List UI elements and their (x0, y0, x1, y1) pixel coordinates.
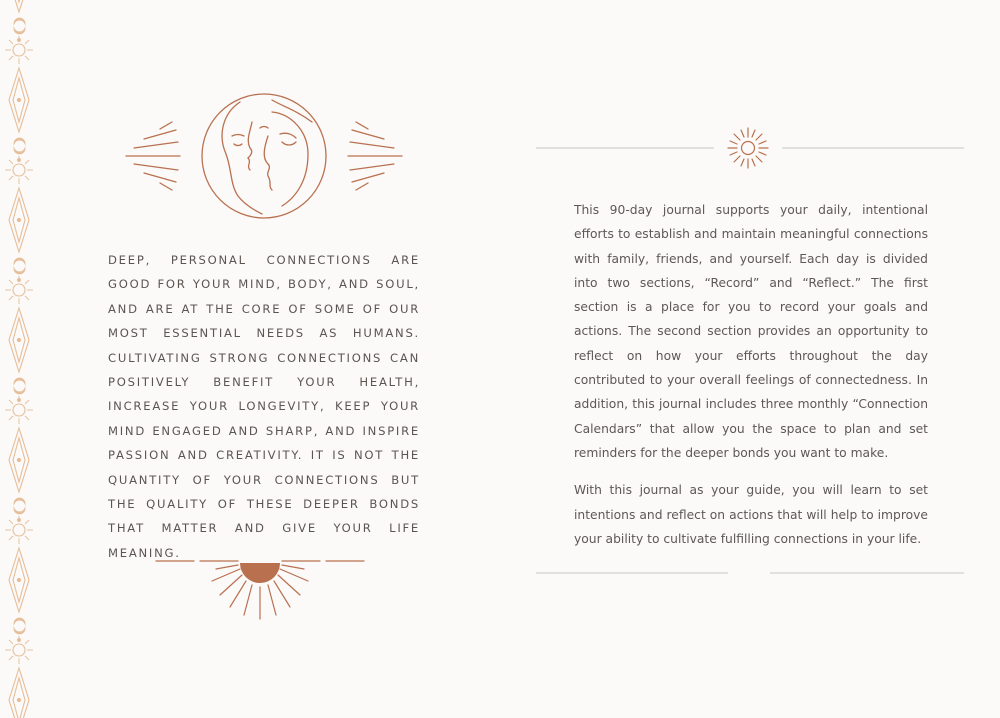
two-faces-line-art-emblem (122, 92, 406, 220)
sun-icon (728, 128, 768, 168)
description-paragraph-2: With this journal as your guide, you will learn to set intentions and reflect on actions that will help to improve your ability to cultivate fulfilling connections in your life. (574, 483, 928, 546)
sun-moon-border-ornament (0, 0, 40, 718)
intro-paragraph: DEEP, PERSONAL CONNECTIONS ARE GOOD FOR YOUR MIND, BODY, AND SOUL, AND ARE AT THE CORE OF SOME OF OUR MOST ESSENTIAL NEEDS AS HUMANS. CULTIVATING STRONG CONNECTIONS CAN POSITIVELY BENEFIT YOUR HEALTH, INCREASE YOUR LONGEVITY, KEEP YOUR MIND ENGAGED AND SHARP, AND INSPIRE PASSION AND CREATIVITY. IT IS NOT THE QUANTITY OF YOUR CONNECTIONS BUT THE QUALITY OF THESE DEEPER BONDS THAT MATTER AND GIVE YOUR LIFE MEANING. (108, 253, 420, 560)
crescent-moon-icon (737, 558, 752, 588)
half-sun-ornament (154, 553, 366, 623)
description-paragraph-1: This 90-day journal supports your daily, intentional efforts to establish and maintain meaningful connections with family, friends, and yourself. Each day is divided into two sections, “Record” and “Reflect.” The first section is a place for you to record your goals and actions. The second section provides an opportunity to reflect on how your efforts throughout the day contributed to your overall feelings of connectedness. In addition, this journal includes three monthly “Connection Calendars” that allow you the space to plan and set reminders for the deeper bonds you want to make. (574, 203, 928, 460)
moon-divider (536, 553, 964, 593)
sun-divider (536, 122, 964, 174)
journal-description (574, 198, 928, 564)
